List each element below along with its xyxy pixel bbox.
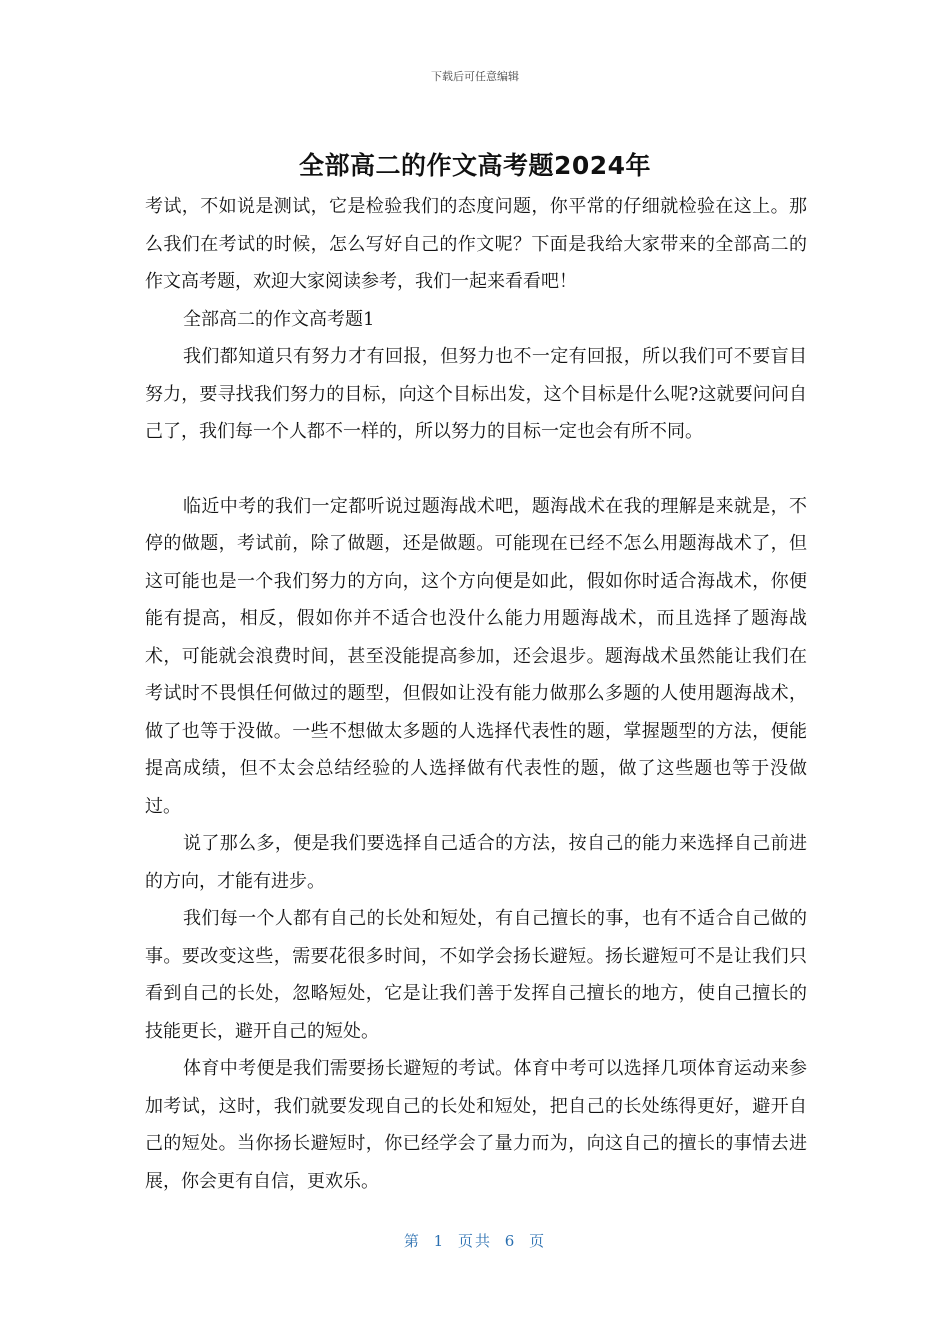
page-header: 下载后可任意编辑 bbox=[431, 70, 519, 83]
intro-paragraph: 考试，不如说是测试，它是检验我们的态度问题，你平常的仔细就检验在这上。那么我们在考试的时候，怎么写好自己的作文呢？下面是我给大家带来的全部高二的作文高考题，欢迎大家阅读参考，我们一起来看看吧！ bbox=[145, 196, 807, 292]
body-paragraph: 临近中考的我们一定都听说过题海战术吧，题海战术在我的理解是来就是，不停的做题，考试前，除了做题，还是做题。可能现在已经不怎么用题海战术了，但这可能也是一个我们努力的方向，这个方向便是如此，假如你时适合海战术，你便能有提高，相反，假如你并不适合也没什么能力用题海战术，而且选择了题海战术，可能就会浪费时间，甚至没能提高参加，还会退步。题海战术虽然能让我们在考试时不畏惧任何做过的题型，但假如让没有能力做那么多题的人使用题海战术，做了也等于没做。一些不想做太多题的人选择代表性的题，掌握题型的方法，便能提高成绩，但不太会总结经验的人选择做有代表性的题，做了这些题也等于没做过。 bbox=[145, 495, 807, 817]
section-heading: 全部高二的作文高考题1 bbox=[183, 308, 375, 330]
paragraph-gap bbox=[145, 451, 807, 488]
body-paragraph: 体育中考便是我们需要扬长避短的考试。体育中考可以选择几项体育运动来参加考试，这时，我们就要发现自己的长处和短处，把自己的长处练得更好，避开自己的短处。当你扬长避短时，你已经学会了量力而为，向这自己的擅长的事情去进展，你会更有自信，更欢乐。 bbox=[145, 1058, 807, 1192]
page-footer: 第 1 页共 6 页 bbox=[403, 1232, 547, 1250]
body-paragraph: 我们每一个人都有自己的长处和短处，有自己擅长的事，也有不适合自己做的事。要改变这些，需要花很多时间，不如学会扬长避短。扬长避短可不是让我们只看到自己的长处，忽略短处，它是让我们善于发挥自己擅长的地方，使自己擅长的技能更长，避开自己的短处。 bbox=[145, 908, 807, 1042]
body-paragraph: 说了那么多，便是我们要选择自己适合的方法，按自己的能力来选择自己前进的方向，才能有进步。 bbox=[145, 833, 807, 892]
document-title: 全部高二的作文高考题2024年 bbox=[298, 151, 652, 180]
document-body bbox=[145, 188, 807, 1200]
body-paragraph: 我们都知道只有努力才有回报，但努力也不一定有回报，所以我们可不要盲目努力，要寻找我们努力的目标，向这个目标出发，这个目标是什么呢?这就要问问自己了，我们每一个人都不一样的，所以努力的目标一定也会有所不同。 bbox=[145, 346, 807, 442]
